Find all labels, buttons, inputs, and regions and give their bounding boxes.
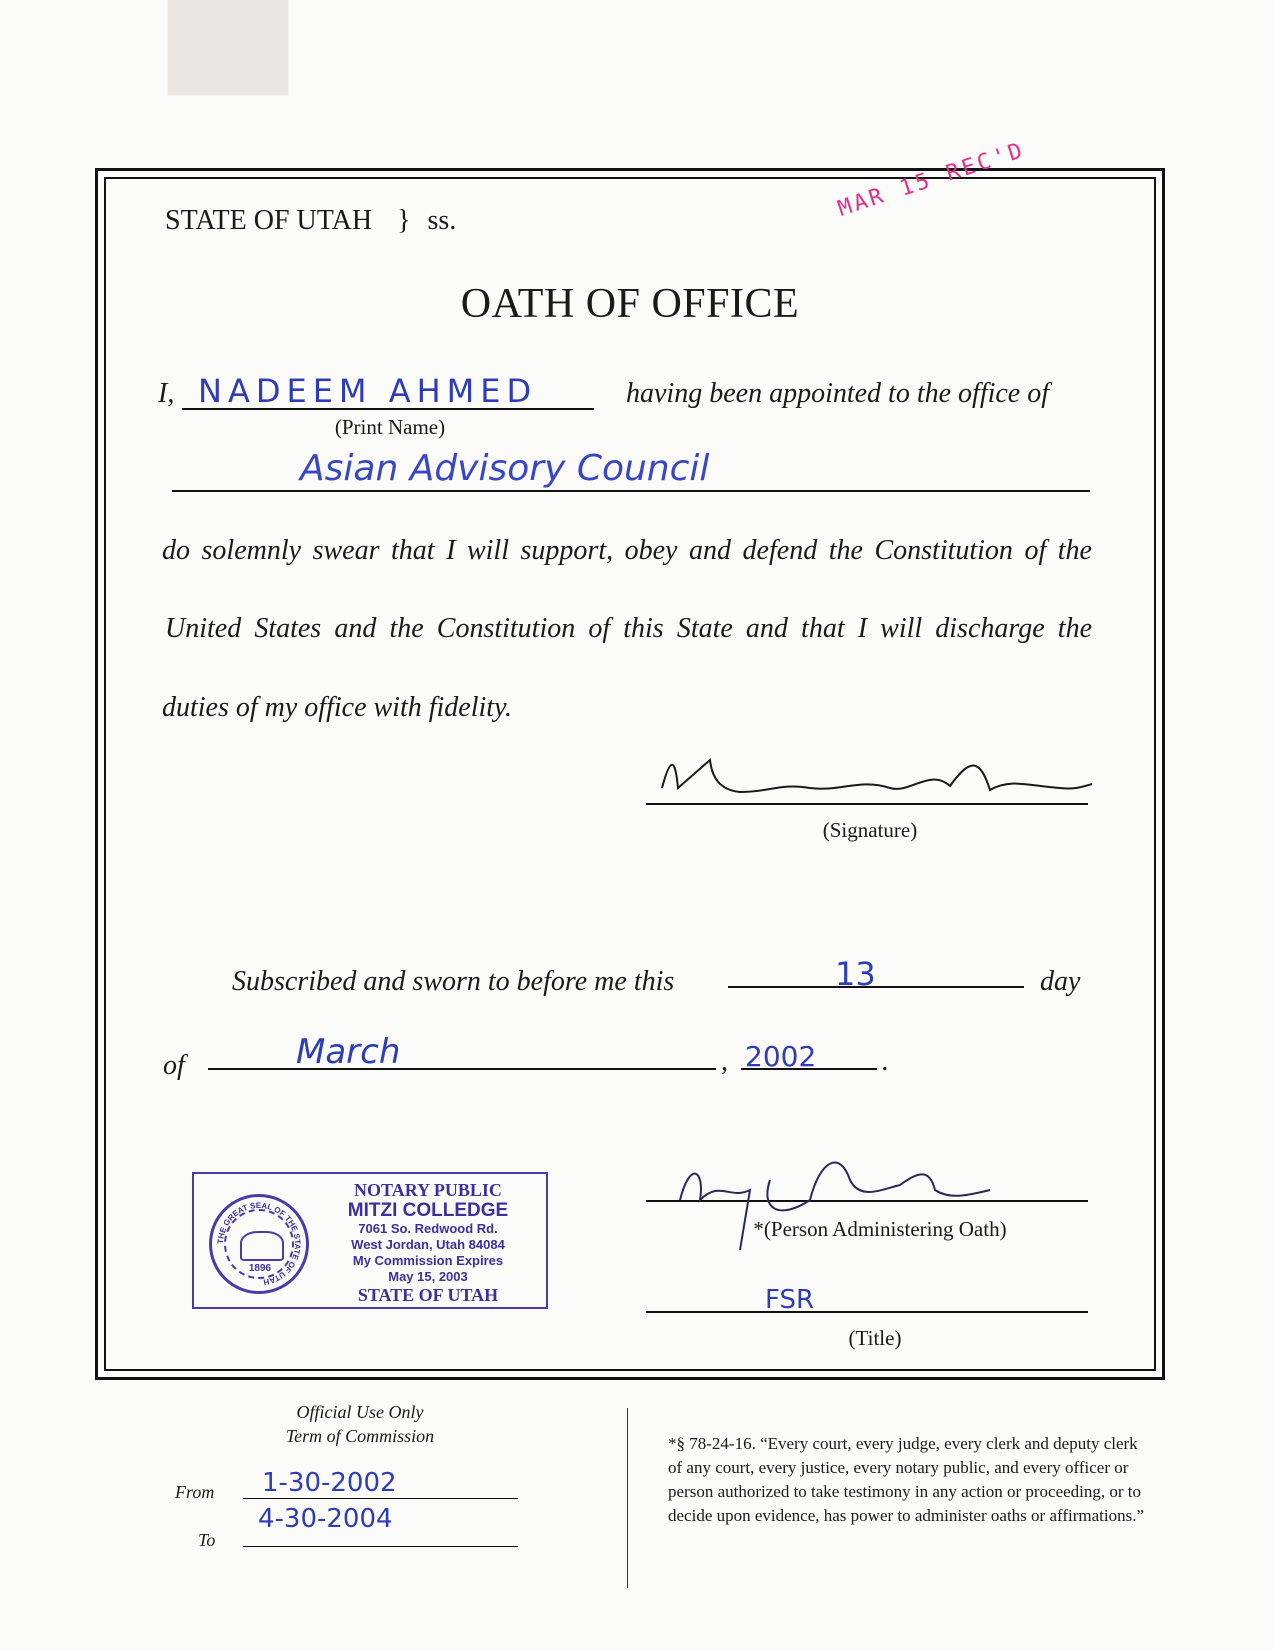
stamp-line-7: STATE OF UTAH bbox=[357, 1285, 499, 1305]
official-use-heading bbox=[240, 1400, 480, 1448]
year-value: 2002 bbox=[745, 1040, 817, 1073]
stamp-text-block bbox=[312, 1180, 544, 1305]
to-value: 4-30-2004 bbox=[258, 1504, 393, 1534]
month-value: March bbox=[296, 1032, 401, 1072]
footer-divider bbox=[627, 1408, 628, 1588]
oath-line-1: do solemnly swear that I will support, obey and defend the Constitution of the bbox=[162, 535, 1092, 566]
from-line bbox=[243, 1498, 518, 1499]
stamp-line-6: May 15, 2003 bbox=[388, 1269, 468, 1284]
day-line bbox=[728, 986, 1024, 988]
received-stamp: MAR 15 REC'D bbox=[835, 137, 1029, 222]
stamp-line-1: NOTARY PUBLIC bbox=[354, 1180, 502, 1200]
print-name-caption: (Print Name) bbox=[334, 415, 446, 439]
title-line bbox=[646, 1311, 1088, 1313]
year-comma: , bbox=[721, 1046, 728, 1077]
state-seal bbox=[209, 1194, 309, 1294]
year-period: . bbox=[882, 1046, 889, 1077]
title-value: FSR bbox=[765, 1285, 815, 1315]
seal-text: THE GREAT SEAL OF THE STATE OF UTAH bbox=[215, 1200, 303, 1287]
to-label: To bbox=[198, 1530, 216, 1550]
venue-brace: } bbox=[397, 205, 411, 236]
administrator-signature-handwriting bbox=[660, 1140, 1040, 1260]
month-line bbox=[208, 1068, 716, 1070]
to-line bbox=[243, 1546, 518, 1547]
state-name: STATE OF UTAH bbox=[165, 205, 373, 236]
title-caption: (Title) bbox=[848, 1326, 902, 1350]
stamp-line-3: 7061 So. Redwood Rd. bbox=[358, 1221, 498, 1236]
state-venue bbox=[165, 205, 456, 237]
of-label: of bbox=[163, 1050, 185, 1081]
signature-caption: (Signature) bbox=[822, 818, 918, 842]
print-name-value: NADEEM AHMED bbox=[198, 372, 538, 410]
day-label: day bbox=[1040, 966, 1081, 997]
day-value: 13 bbox=[835, 955, 876, 993]
subscribed-text: Subscribed and sworn to before me this bbox=[232, 966, 675, 997]
from-label: From bbox=[175, 1482, 215, 1502]
seal-year: 1896 bbox=[248, 1263, 272, 1274]
venue-ss: ss. bbox=[427, 205, 457, 236]
office-line bbox=[172, 490, 1090, 492]
notary-stamp bbox=[192, 1172, 548, 1309]
appointed-text: having been appointed to the office of bbox=[626, 378, 1050, 409]
tape-scrap bbox=[168, 0, 288, 95]
oath-prefix: I, bbox=[158, 378, 175, 409]
oath-line-2: United States and the Constitution of this State and that I will discharge the bbox=[165, 613, 1092, 644]
office-value: Asian Advisory Council bbox=[300, 448, 710, 489]
signature-handwriting bbox=[650, 748, 1100, 808]
page-title: OATH OF OFFICE bbox=[460, 281, 800, 327]
from-value: 1-30-2002 bbox=[262, 1468, 397, 1498]
official-use-heading-1: Official Use Only bbox=[296, 1402, 424, 1422]
administrator-caption: *(Person Administering Oath) bbox=[753, 1217, 1007, 1241]
official-use-heading-2: Term of Commission bbox=[285, 1426, 435, 1446]
statute-note: *§ 78-24-16. “Every court, every judge, every clerk and deputy clerk of any court, every justice, every notary public, and every officer or person authorized to take testimony in any action or proceeding, or to decide upon evidence, has power to administer oaths or affirmations.” bbox=[668, 1434, 1145, 1525]
stamp-line-4: West Jordan, Utah 84084 bbox=[351, 1237, 505, 1252]
stamp-line-5: My Commission Expires bbox=[352, 1253, 504, 1268]
stamp-line-2: MITZI COLLEDGE bbox=[347, 1200, 509, 1221]
seal-emblem bbox=[240, 1231, 284, 1261]
oath-line-3: duties of my office with fidelity. bbox=[162, 692, 512, 723]
